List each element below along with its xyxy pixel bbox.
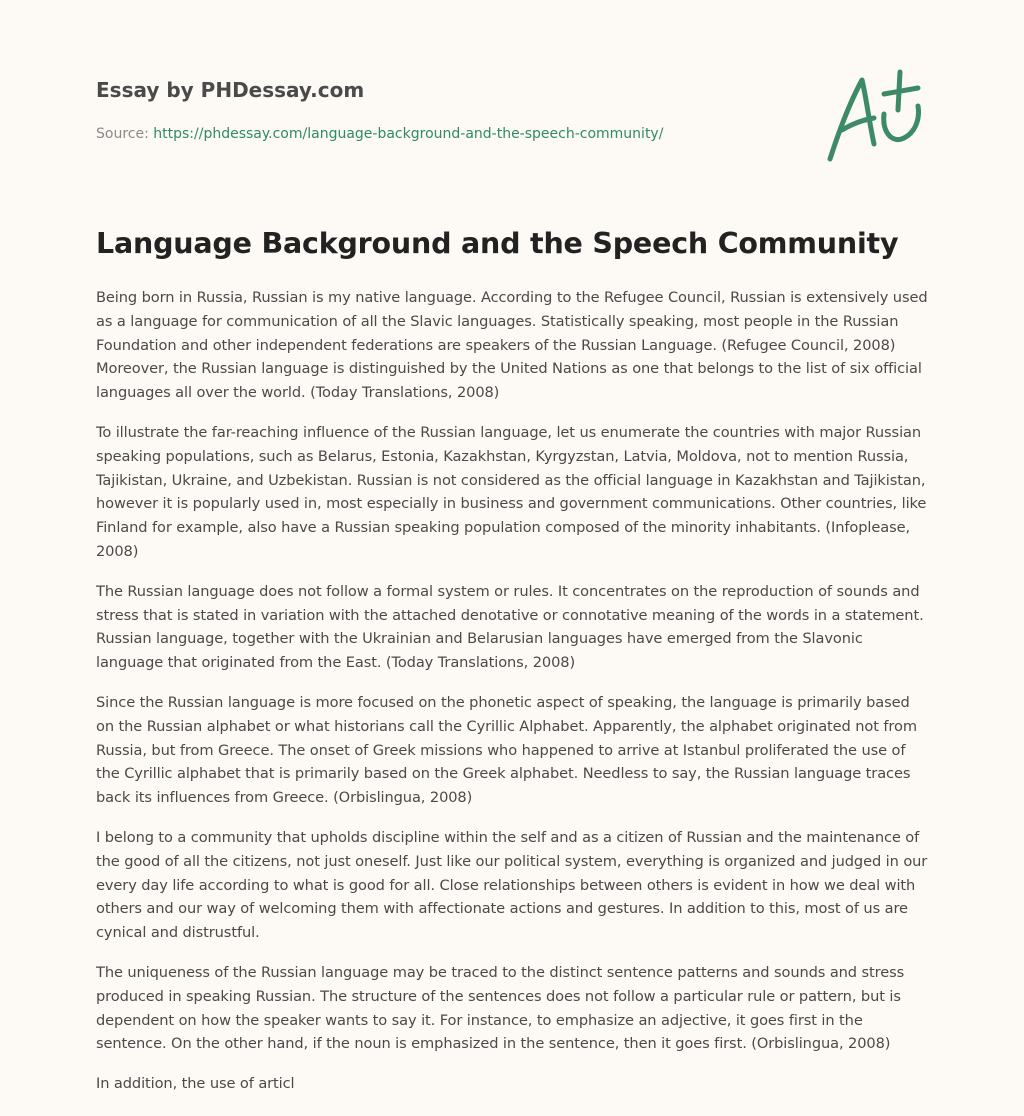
- essay-paragraph: I belong to a community that upholds discipline within the self and as a citizen of Russian and the maintenance of the good of all the citizens, not just oneself. Just like our political system, everything is organized and judged in our every day life according to what is good for all. Close relationships between others is evident in how we deal with others and our way of welcoming them with affectionate actions and gestures. In addition to this, most of us are cynical and distrustful.: [96, 828, 928, 942]
- essay-article: [96, 224, 932, 1112]
- essay-paragraph: The Russian language does not follow a formal system or rules. It concentrates on the reproduction of sounds and stress that is stated in variation with the attached denotative or connotative meaning of the words in a statement. Russian language, together with the Ukrainian and Belarusian languages have emerged from the Slavonic language that originated from the East. (Today Translations, 2008): [96, 582, 924, 672]
- essay-title: Language Background and the Speech Community: [96, 227, 899, 260]
- page-header: [96, 76, 796, 144]
- essay-paragraph: To illustrate the far-reaching influence of the Russian language, let us enumerate the countries with major Russian speaking populations, such as Belarus, Estonia, Kazakhstan, Kyrgyzstan, Latvia, Moldova, not to mention Russia, Tajikistan, Ukraine, and Uzbekistan. Russian is not considered as the official language in Kazakhstan and Tajikistan, however it is popularly used in, most especially in business and government communications. Other countries, like Finland for example, also have a Russian speaking population composed of the minority inhabitants. (Infoplease, 2008): [96, 423, 927, 560]
- a-plus-logo-icon: [822, 66, 932, 166]
- source-link[interactable]: https://phdessay.com/language-background-and-the-speech-community/: [153, 126, 664, 142]
- essay-paragraph: Since the Russian language is more focused on the phonetic aspect of speaking, the language is primarily based on the Russian alphabet or what historians call the Cyrillic Alphabet. Apparently, the alphabet originated not from Russia, but from Greece. The onset of Greek missions who happened to arrive at Istanbul proliferated the use of the Cyrillic alphabet that is primarily based on the Greek alphabet. Needless to say, the Russian language traces back its influences from Greece. (Orbislingua, 2008): [96, 693, 917, 807]
- essay-paragraph-truncated: In addition, the use of articl: [96, 1075, 295, 1093]
- source-label: Source:: [96, 126, 154, 142]
- source-line: [96, 124, 796, 144]
- essay-paragraph: The uniqueness of the Russian language may be traced to the distinct sentence patterns and sounds and stress produced in speaking Russian. The structure of the sentences does not follow a particular rule or pattern, but is dependent on how the speaker wants to say it. For instance, to emphasize an adjective, it goes first in the sentence. On the other hand, if the noun is emphasized in the sentence, then it goes first. (Orbislingua, 2008): [96, 963, 905, 1053]
- site-title: Essay by PHDessay.com: [96, 78, 365, 102]
- essay-paragraph: Being born in Russia, Russian is my native language. According to the Refugee Council, Russian is extensively used as a language for communication of all the Slavic languages. Statistically speaking, most people in the Russian Foundation and other independent federations are speakers of the Russian Language. (Refugee Council, 2008) Moreover, the Russian language is distinguished by the United Nations as one that belongs to the list of six official languages all over the world. (Today Translations, 2008): [96, 289, 928, 402]
